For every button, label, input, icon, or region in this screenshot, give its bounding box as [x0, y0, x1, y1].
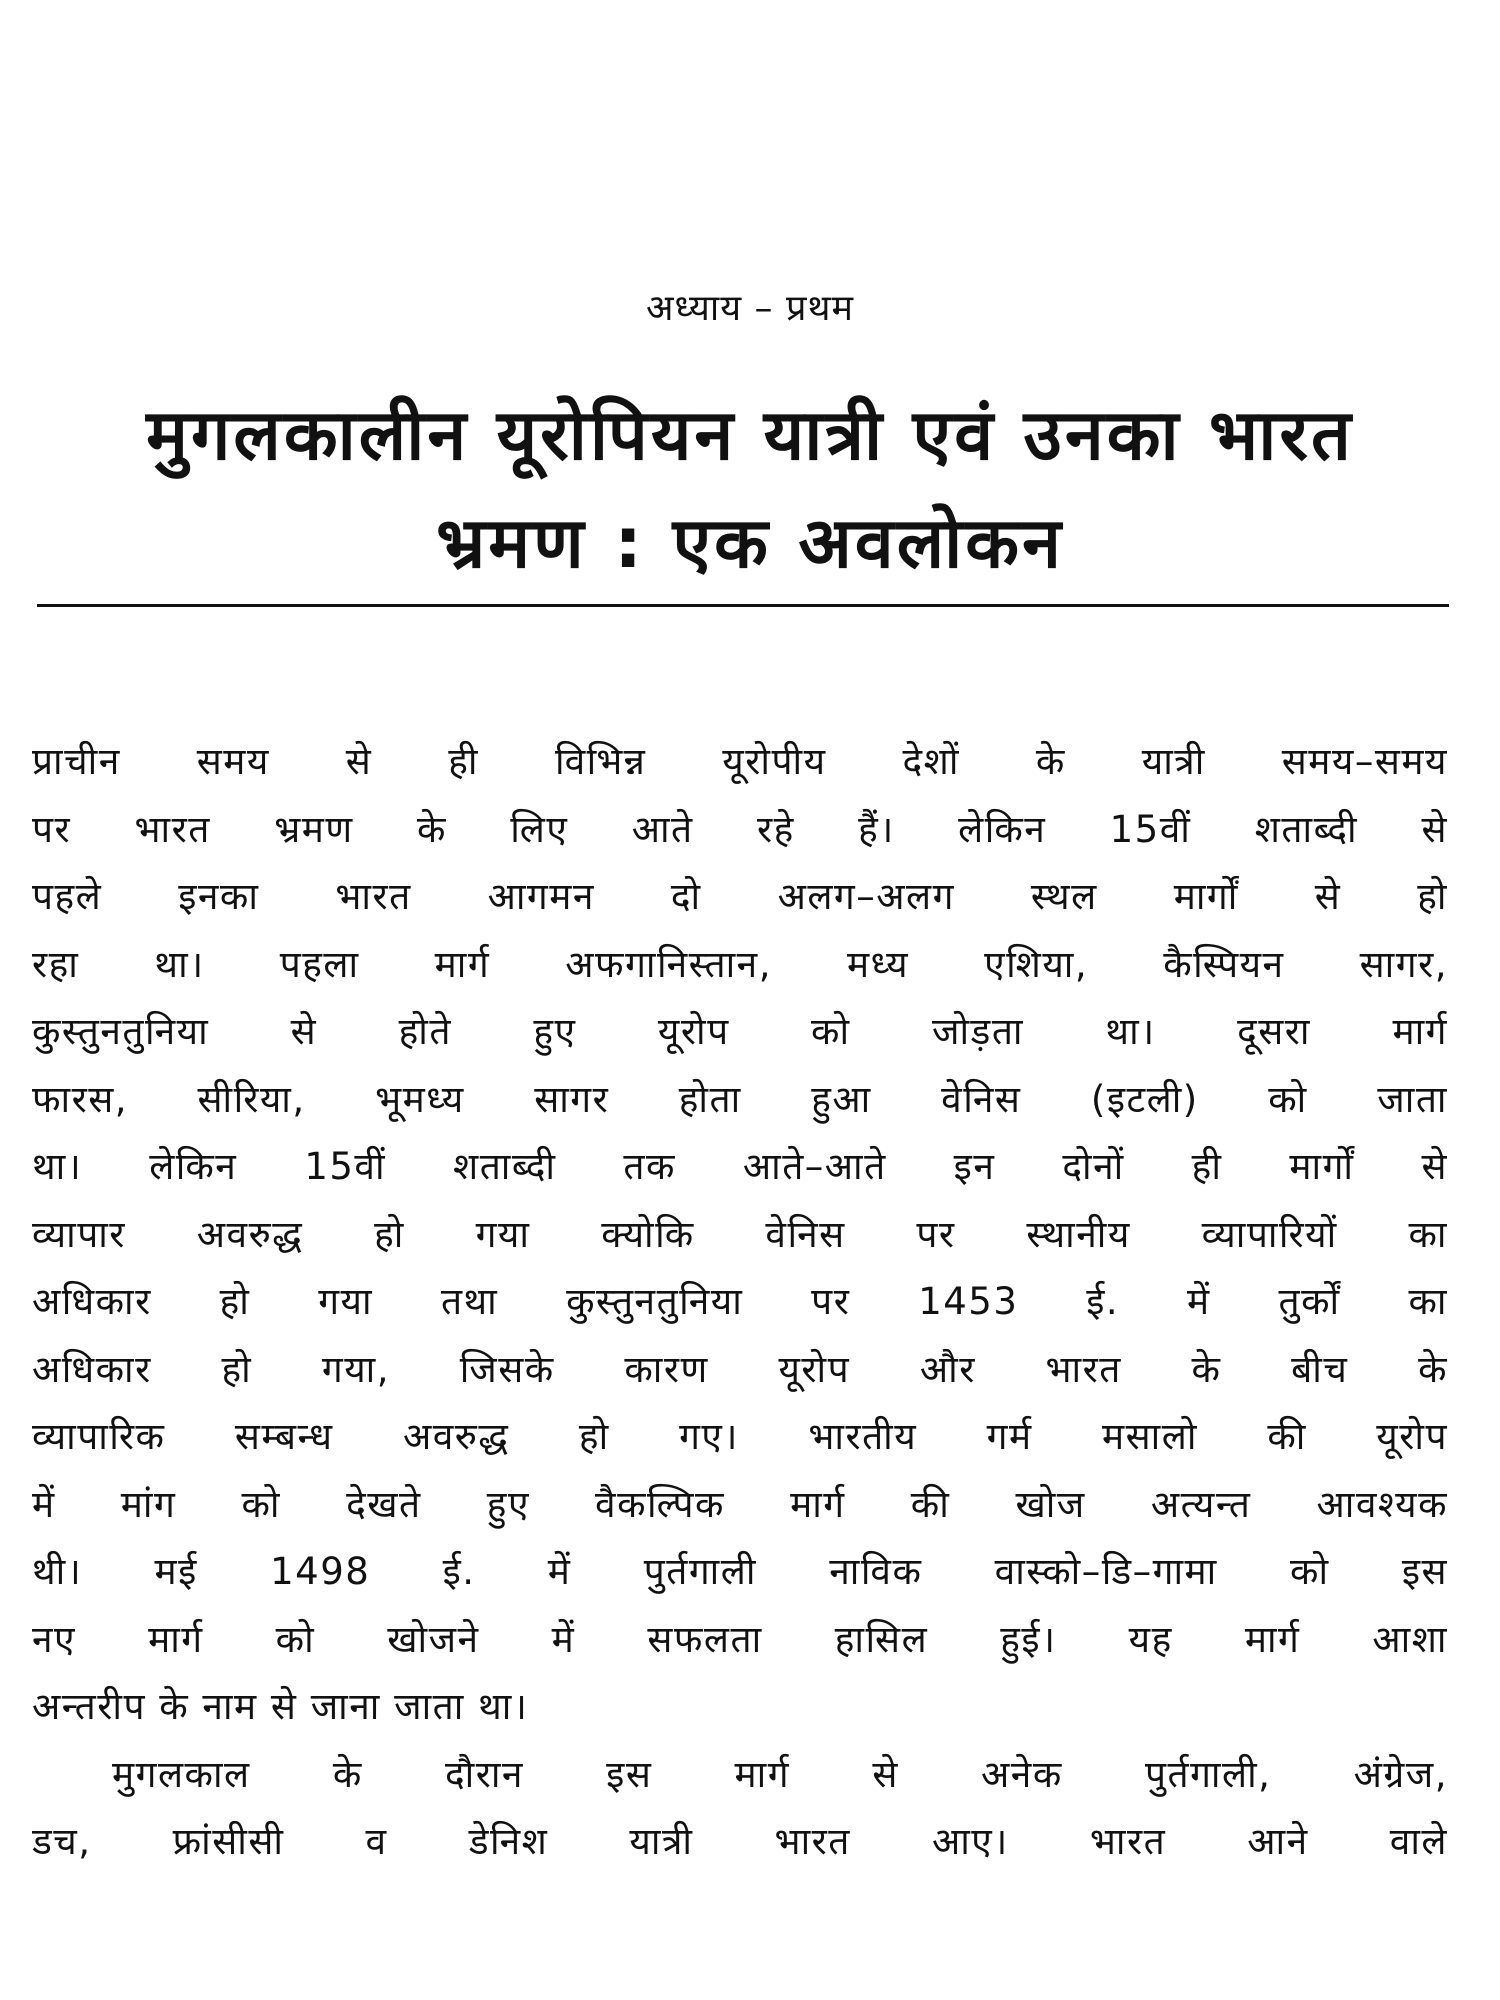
paragraph-1-line: रहा था। पहला मार्ग अफगानिस्तान, मध्य एशिया, कैस्पियन सागर, — [32, 942, 1448, 986]
paragraph-2-line: डच, फ्रांसीसी व डेनिश यात्री भारत आए। भारत आने वाले — [32, 1820, 1448, 1863]
paragraph-1-line: व्यापार अवरुद्ध हो गया क्योकि वेनिस पर स्थानीय व्यापारियों का — [32, 1212, 1448, 1256]
title-divider — [37, 604, 1449, 607]
paragraph-1-line: अधिकार हो गया, जिसके कारण यूरोप और भारत के बीच के — [32, 1347, 1448, 1391]
paragraph-1-line: प्राचीन समय से ही विभिन्न यूरोपीय देशों के यात्री समय–समय — [32, 740, 1448, 783]
paragraph-2-first-line: मुगलकाल के दौरान इस मार्ग से अनेक पुर्तगाली, अंग्रेज, — [112, 1752, 1448, 1796]
paragraph-1-line: पर भारत भ्रमण के लिए आते रहे हैं। लेकिन 15वीं शताब्दी से — [32, 807, 1448, 851]
chapter-label: अध्याय – प्रथम — [645, 288, 855, 329]
chapter-title-line-1: मुगलकालीन यूरोपियन यात्री एवं उनका भारत — [146, 394, 1354, 476]
body-text — [32, 728, 1448, 1876]
paragraph-1-line: था। लेकिन 15वीं शताब्दी तक आते–आते इन दोनों ही मार्गों से — [32, 1145, 1448, 1188]
paragraph-1-line: अधिकार हो गया तथा कुस्तुनतुनिया पर 1453 ई. में तुर्कों का — [32, 1280, 1448, 1323]
paragraph-1-line: पहले इनका भारत आगमन दो अलग–अलग स्थल मार्गों से हो — [32, 875, 1448, 918]
paragraph-1-line: थी। मई 1498 ई. में पुर्तगाली नाविक वास्को–डि–गामा को इस — [32, 1550, 1448, 1593]
paragraph-1-line: कुस्तुनतुनिया से होते हुए यूरोप को जोड़ता था। दूसरा मार्ग — [32, 1010, 1448, 1053]
paragraph-1-line: नए मार्ग को खोजने में सफलता हासिल हुई। यह मार्ग आशा — [32, 1617, 1448, 1661]
paragraph-1-line: फारस, सीरिया, भूमध्य सागर होता हुआ वेनिस (इटली) को जाता — [32, 1077, 1448, 1121]
paragraph-1-last-line: अन्तरीप के नाम से जाना जाता था। — [32, 1685, 529, 1728]
paragraph-1-line: में मांग को देखते हुए वैकल्पिक मार्ग की खोज अत्यन्त आवश्यक — [32, 1482, 1448, 1526]
paragraph-1-line: व्यापारिक सम्बन्ध अवरुद्ध हो गए। भारतीय गर्म मसालो की यूरोप — [32, 1415, 1448, 1458]
chapter-title-line-2: भ्रमण : एक अवलोकन — [436, 502, 1064, 584]
